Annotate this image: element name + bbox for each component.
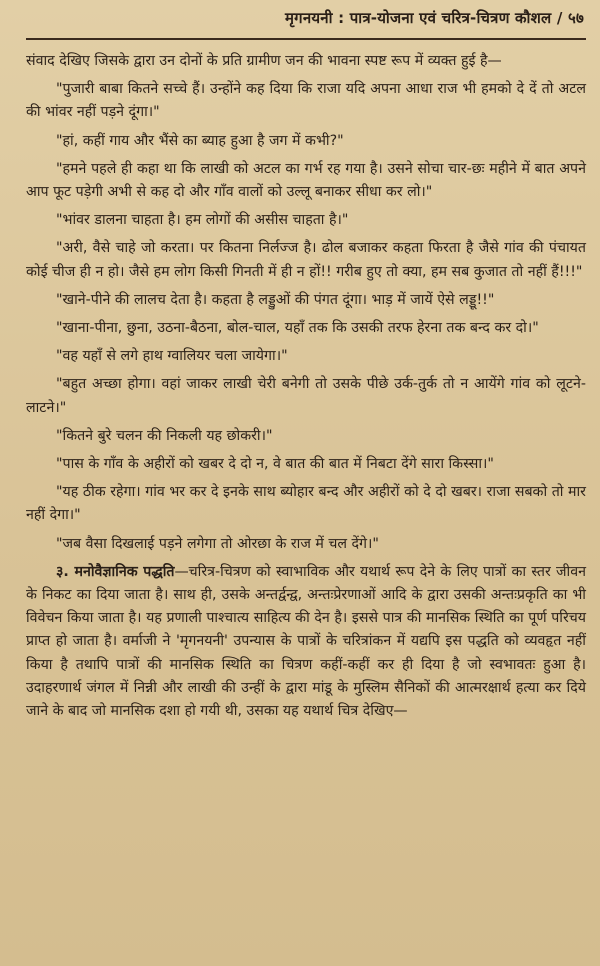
dialogue-line: "जब वैसा दिखलाई पड़ने लगेगा तो ओरछा के राज में चल देंगे।" <box>56 535 379 552</box>
dialogue-line: "हां, कहीं गाय और भैंसे का ब्याह हुआ है जग में कभी?" <box>56 132 344 149</box>
dialogue-line: "यह ठीक रहेगा। गांव भर कर दे इनके साथ ब्योहार बन्द और अहीरों को दे दो खबर। राजा सबको तो मार नहीं देगा।" <box>26 484 586 524</box>
dialogue-line: "पुजारी बाबा कितने सच्चे हैं। उन्होंने कह दिया कि राजा यदि अपना आधा राज भी हमको दे दें तो अटल की भांवर नहीं पड़ने दूंगा।" <box>26 81 586 121</box>
dialogue-line: "खाने-पीने की लालच देता है। कहता है लड्डुओं की पंगत दूंगा। भाड़ में जायें ऐसे लड्डू!!" <box>56 291 495 308</box>
dialogue-line: "खाना-पीना, छुना, उठना-बैठना, बोल-चाल, यहाँ तक कि उसकी तरफ हेरना तक बन्द कर दो।" <box>56 320 539 337</box>
dialogue-line: "अरी, वैसे चाहे जो करता। पर कितना निर्लज्ज है। ढोल बजाकर कहता फिरता है जैसे गांव की पंचायत कोई चीज ही न हो। जैसे हम लोग किसी गिनती में ही न हों!! गरीब हुए तो क्या, हम सब कुजात तो नहीं हैं!!!" <box>26 240 586 280</box>
running-header <box>40 8 584 28</box>
dialogue-line: "भांवर डालना चाहता है। हम लोगों की असीस चाहता है।" <box>56 212 349 229</box>
dialogue-line: "वह यहाँ से लगे हाथ ग्वालियर चला जायेगा।" <box>56 348 288 365</box>
page-number: ५७ <box>567 9 584 27</box>
dialogue-line: "बहुत अच्छा होगा। वहां जाकर लाखी चेरी बनेगी तो उसके पीछे उर्क-तुर्क तो न आयेंगे गांव को लूटने-लाटने।" <box>26 376 586 416</box>
section-paragraph <box>26 561 586 723</box>
section-title: ३. मनोवैज्ञानिक पद्धति <box>56 563 175 580</box>
dialogue-line: "पास के गाँव के अहीरों को खबर दे दो न, वे बात की बात में निबटा देंगे सारा किस्सा।" <box>56 456 494 473</box>
dialogue-line: "हमने पहले ही कहा था कि लाखी को अटल का गर्भ रह गया है। उसने सोचा चार-छः महीने में बात अपने आप फूट पड़ेगी अभी से कह दो और गाँव वालों को उल्लू बनाकर सीधा कर लो।" <box>26 160 586 201</box>
page-body <box>26 50 586 728</box>
header-separator: / <box>556 9 563 27</box>
header-rule <box>26 38 586 40</box>
running-title: मृगनयनी : पात्र-योजना एवं चरित्र-चित्रण कौशल <box>285 9 552 27</box>
paragraph-intro: संवाद देखिए जिसके द्वारा उन दोनों के प्रति ग्रामीण जन की भावना स्पष्ट रूप में व्यक्त हुई है— <box>26 53 502 69</box>
section-text: —चरित्र-चित्रण को स्वाभाविक और यथार्थ रूप देने के लिए पात्रों का स्तर जीवन के निकट का दिया जाता है। साथ ही, उसके अन्तर्द्वन्द्व, अन्तःप्रेरणाओं आदि के द्वारा उसकी अन्तःप्रकृति का भी विवेचन किया जाता है। यह प्रणाली पाश्चात्य साहित्य की देन है। इससे पात्र की मानसिक स्थिति का पूर्ण परिचय प्राप्त हो जाता है। वर्माजी ने 'मृगनयनी' उपन्यास के पात्रों के चरित्रांकन में यद्यपि इस पद्धति को व्यवहृत नहीं किया है तथापि पात्रों की मानसिक स्थिति का चित्रण कहीं-कहीं कर ही दिया है जो स्वभावतः हुआ है। उदाहरणार्थ जंगल में निन्नी और लाखी की उन्हीं के द्वारा मांडू के मुस्लिम सैनिकों की आत्मरक्षार्थ हत्या कर दिये जाने के बाद जो मानसिक दशा हो गयी थी, उसका यह यथार्थ चित्र देखिए— <box>26 563 586 720</box>
dialogue-line: "कितने बुरे चलन की निकली यह छोकरी।" <box>56 427 273 444</box>
